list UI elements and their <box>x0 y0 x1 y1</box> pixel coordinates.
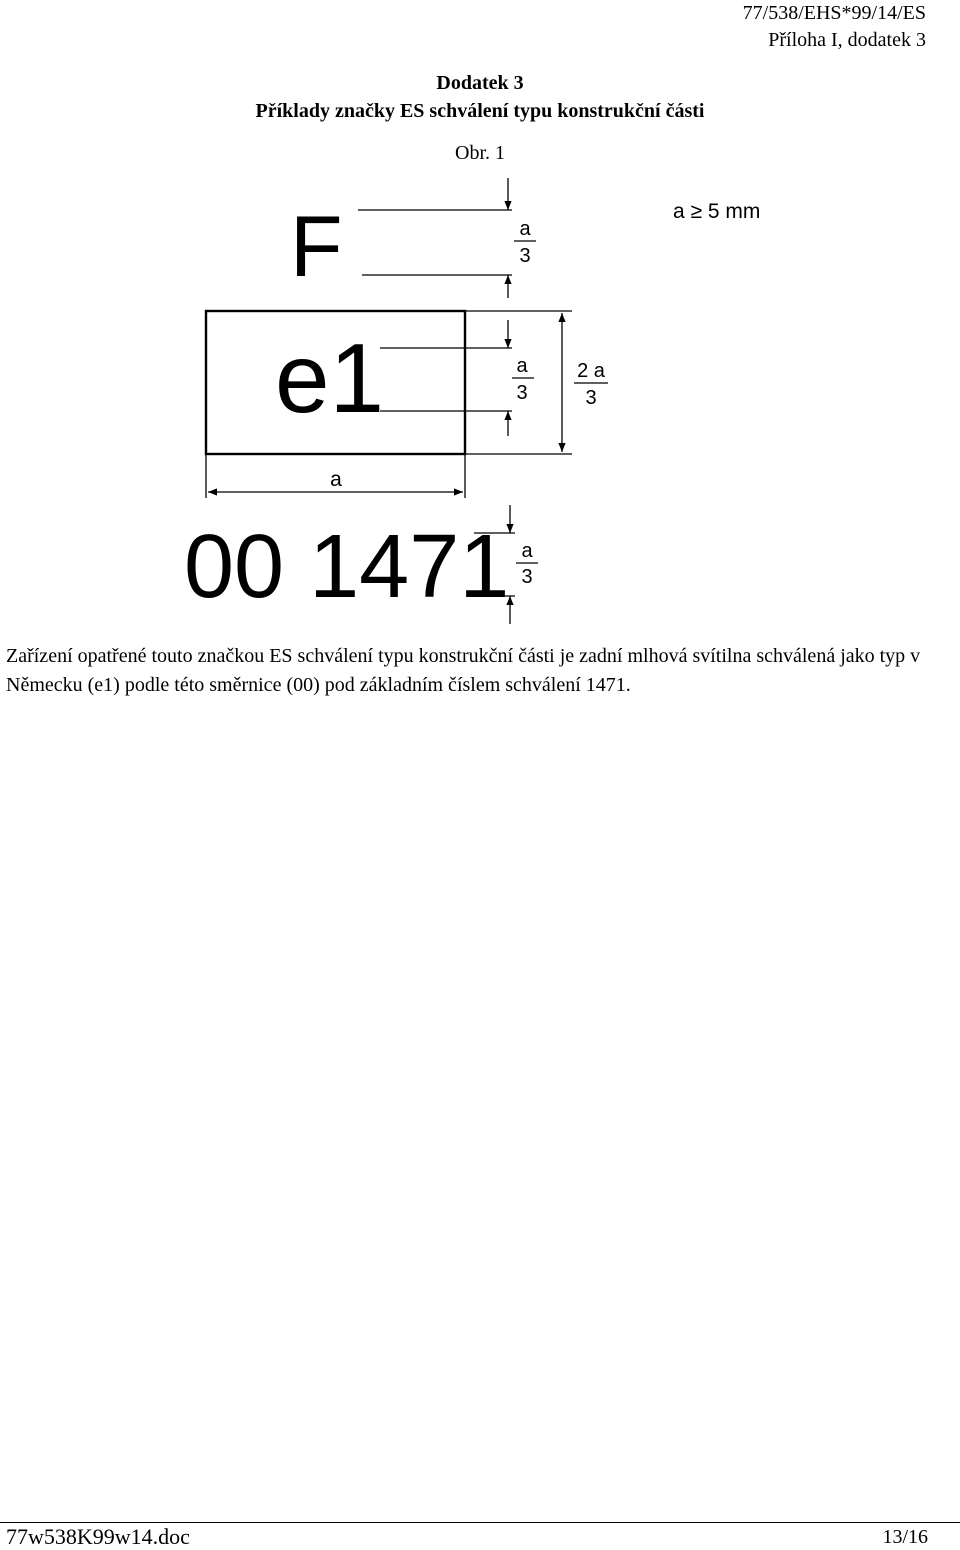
approval-mark-figure <box>0 0 960 640</box>
e1-dim-denominator: 3 <box>516 382 528 404</box>
figure-caption: Zařízení opatřené touto značkou ES schválení typu konstrukční části je zadní mlhová svítilna schválená jako typ v Německu (e1) podle této směrnice (00) pod základním číslem schválení 1471. <box>6 645 921 696</box>
e1-dim-numerator: a <box>516 355 528 377</box>
number-dim-denominator: 3 <box>521 566 533 588</box>
annex-reference: Příloha I, dodatek 3 <box>768 29 926 51</box>
country-code: e1 <box>275 323 385 433</box>
footer-divider <box>0 1522 960 1523</box>
minimum-size-note: a ≥ 5 mm <box>673 200 761 223</box>
appendix-title: Dodatek 3 <box>436 72 524 94</box>
figure-label: Obr. 1 <box>455 142 505 164</box>
document-reference: 77/538/EHS*99/14/ES <box>742 2 926 24</box>
frame-dim-numerator: 2 a <box>577 360 605 382</box>
approval-number: 00 1471 <box>184 517 510 617</box>
frame-dim-denominator: 3 <box>585 387 597 409</box>
number-dim-numerator: a <box>521 540 533 562</box>
f-dim-numerator: a <box>519 218 531 240</box>
appendix-subtitle: Příklady značky ES schválení typu konstrukční části <box>255 100 705 122</box>
frame-width-label: a <box>330 468 342 491</box>
f-dim-denominator: 3 <box>519 245 531 267</box>
footer-page-number: 13/16 <box>882 1526 928 1548</box>
footer-filename: 77w538K99w14.doc <box>6 1524 190 1549</box>
letter-f: F <box>290 199 343 295</box>
